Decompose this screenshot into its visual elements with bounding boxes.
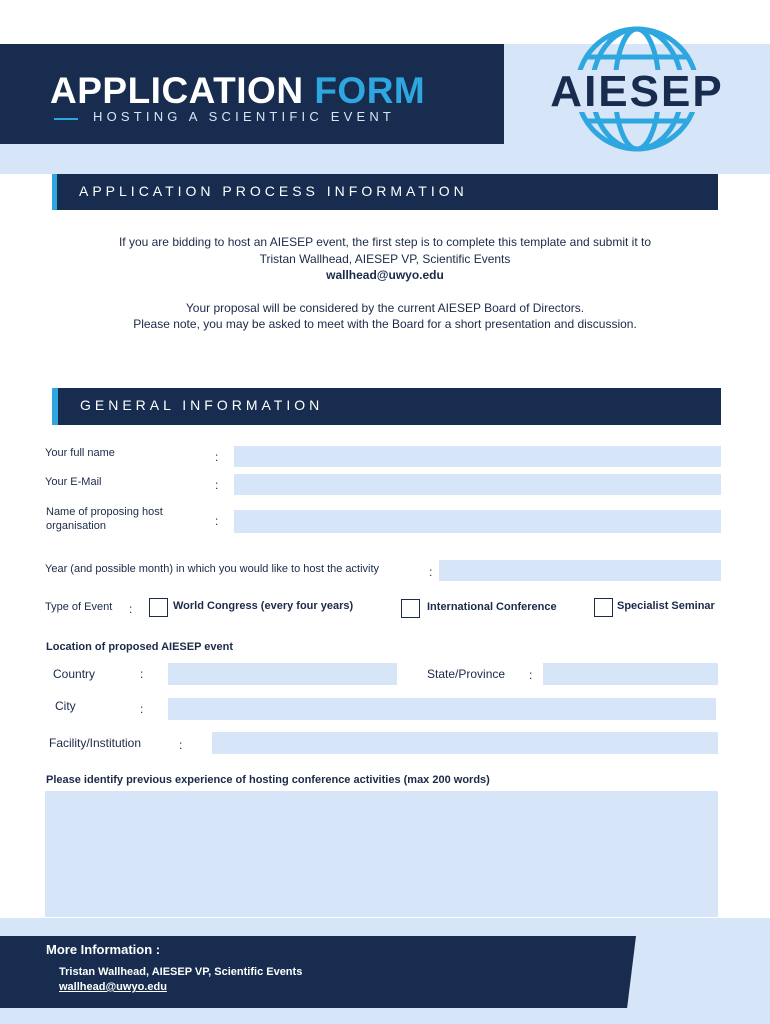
year-label: Year (and possible month) in which you would like to host the activity (45, 563, 380, 575)
subtitle-dash (54, 118, 78, 120)
experience-label: Please identify previous experience of hosting conference activities (max 200 words) (46, 774, 490, 786)
facility-label: Facility/Institution (49, 736, 142, 750)
logo-wordmark: AIESEP (550, 67, 724, 116)
title-main: APPLICATION (50, 70, 304, 111)
footer-contact: Tristan Wallhead, AIESEP VP, Scientific Events (59, 966, 303, 978)
process-line-4: Please note, you may be asked to meet with the Board for a short presentation and discussion. (133, 317, 637, 331)
specialist-seminar-label: Specialist Seminar (617, 600, 715, 612)
page-title (50, 70, 425, 112)
facility-field[interactable] (212, 732, 718, 754)
international-conference-checkbox[interactable] (401, 599, 420, 618)
international-conference-label: International Conference (427, 601, 557, 613)
city-label: City (55, 699, 76, 713)
org-label-line-1: Name of proposing host (46, 506, 163, 518)
location-heading: Location of proposed AIESEP event (46, 641, 234, 653)
process-email: wallhead@uwyo.edu (326, 268, 444, 282)
title-accent: FORM (314, 70, 426, 111)
world-congress-label: World Congress (every four years) (173, 600, 354, 612)
event-type-label: Type of Event (45, 601, 113, 613)
country-colon: : (140, 667, 144, 681)
city-colon: : (140, 702, 144, 716)
state-label: State/Province (427, 667, 506, 681)
email-field[interactable] (234, 474, 721, 495)
event-type-colon: : (129, 602, 133, 616)
state-colon: : (529, 668, 533, 682)
experience-textarea[interactable] (45, 791, 718, 917)
country-field[interactable] (168, 663, 397, 685)
aiesep-logo (540, 22, 735, 156)
org-colon: : (215, 514, 219, 528)
process-heading: APPLICATION PROCESS INFORMATION (57, 174, 718, 210)
footer-email-link[interactable]: wallhead@uwyo.edu (59, 981, 167, 993)
general-heading: GENERAL INFORMATION (58, 388, 721, 425)
world-congress-checkbox[interactable] (149, 598, 168, 617)
country-label: Country (53, 667, 96, 681)
process-line-2: Tristan Wallhead, AIESEP VP, Scientific Events (259, 251, 511, 266)
full-name-field[interactable] (234, 446, 721, 467)
facility-colon: : (179, 738, 183, 752)
footer-title: More Information : (46, 942, 161, 957)
org-field[interactable] (234, 510, 721, 533)
email-colon: : (215, 478, 219, 492)
process-line-3: Your proposal will be considered by the current AIESEP Board of Directors. (185, 300, 585, 315)
city-field[interactable] (168, 698, 716, 720)
email-label: Your E-Mail (45, 476, 102, 488)
state-field[interactable] (543, 663, 718, 685)
year-colon: : (429, 565, 433, 579)
page-subtitle: HOSTING A SCIENTIFIC EVENT (93, 109, 396, 124)
org-label-line-2: organisation (46, 520, 106, 532)
spacer (30, 284, 740, 300)
full-name-label: Your full name (45, 447, 115, 459)
process-line-1: If you are bidding to host an AIESEP event, the first step is to complete this template and submit it to (118, 235, 652, 249)
year-field[interactable] (439, 560, 721, 581)
specialist-seminar-checkbox[interactable] (594, 598, 613, 617)
process-intro (30, 234, 740, 333)
full-name-colon: : (215, 450, 219, 464)
